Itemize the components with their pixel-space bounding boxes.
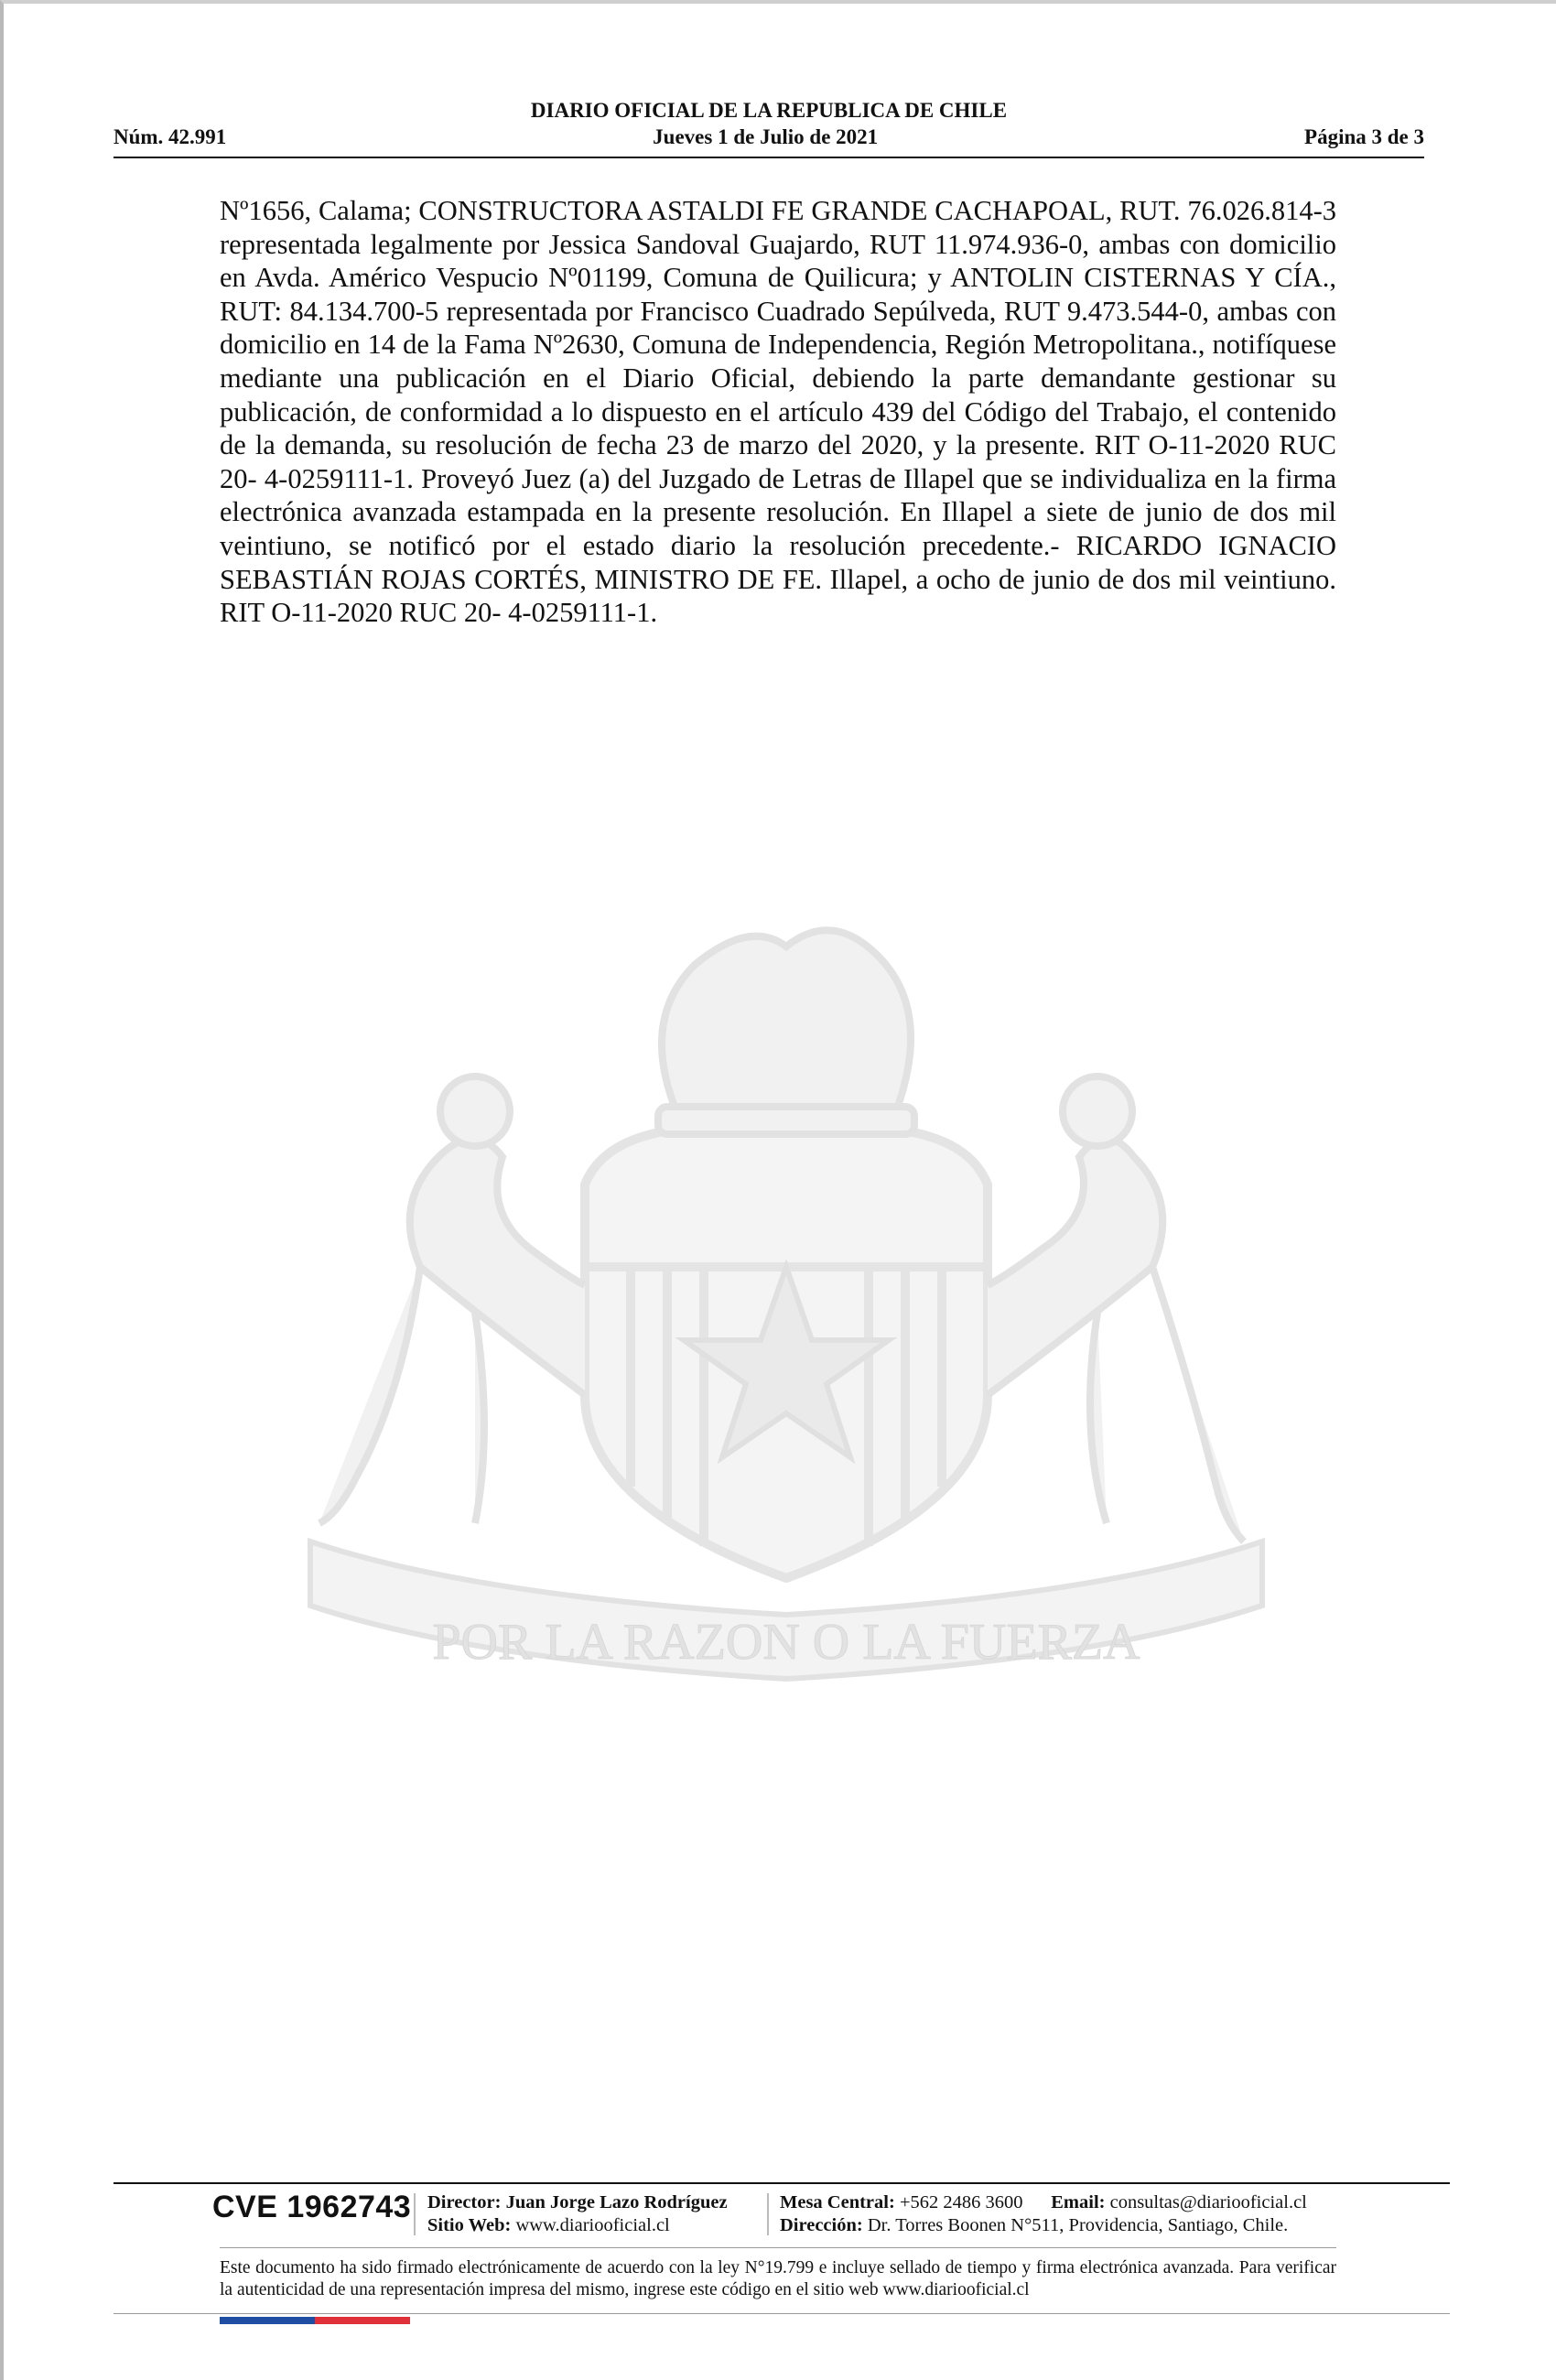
chile-coat-of-arms-icon bbox=[200, 882, 1363, 1715]
header-divider bbox=[113, 157, 1424, 158]
footer-director-block bbox=[427, 2191, 728, 2237]
signature-note: Este documento ha sido firmado electrónicamente de acuerdo con la ley N°19.799 e incluye sellado de tiempo y firma electrónica avanzada. Para verificar la autenticidad de una representación impresa del mismo, ingrese este código en el sitio web www.diariooficial.cl bbox=[220, 2258, 1336, 2299]
director-name: Juan Jorge Lazo Rodríguez bbox=[505, 2192, 728, 2212]
chile-flag-stripe bbox=[220, 2317, 410, 2324]
footer-contact-block bbox=[780, 2191, 1307, 2237]
cve-code: CVE 1962743 bbox=[212, 2190, 412, 2224]
bottom-divider bbox=[113, 2313, 1450, 2314]
address-text: Dr. Torres Boonen N°511, Providencia, Santiago, Chile. bbox=[867, 2215, 1289, 2235]
issue-date: Jueves 1 de Julio de 2021 bbox=[653, 125, 879, 148]
phone-number: +562 2486 3600 bbox=[899, 2192, 1023, 2212]
footer-separator bbox=[767, 2193, 769, 2235]
motto-text: POR LA RAZON O LA FUERZA bbox=[432, 1614, 1140, 1671]
publication-title: DIARIO OFICIAL DE LA REPUBLICA DE CHILE bbox=[530, 99, 1008, 122]
director-label: Director: bbox=[427, 2192, 502, 2212]
footer-separator bbox=[414, 2193, 416, 2235]
footer-thin-divider bbox=[220, 2247, 1336, 2248]
web-label: Sitio Web: bbox=[427, 2215, 512, 2235]
header-row bbox=[113, 125, 1424, 149]
issue-number: Núm. 42.991 bbox=[113, 125, 227, 148]
body-paragraph: Nº1656, Calama; CONSTRUCTORA ASTALDI FE GRANDE CACHAPOAL, RUT. 76.026.814-3 representada legalmente por Jessica Sandoval Guajardo, RUT 11.974.936-0, ambas con domicilio en Avda. Américo Vespucio Nº01199, Comuna de Quilicura; y ANTOLIN CISTERNAS Y CÍA., RUT: 84.134.700-5 representada por Francisco Cuadrado Sepúlveda, RUT 9.473.544-0, ambas con domicilio en 14 de la Fama Nº2630, Comuna de Independencia, Región Metropolitana., notifíquese mediante una publicación en el Diario Oficial, debiendo la parte demandante gestionar su publicación, de conformidad a lo dispuesto en el artículo 439 del Código del Trabajo, el contenido de la demanda, su resolución de fecha 23 de marzo del 2020, y la presente. RIT O-11-2020 RUC 20- 4-0259111-1. Proveyó Juez (a) del Juzgado de Letras de Illapel que se individualiza en la firma electrónica avanzada estampada en la presente resolución. En Illapel a siete de junio de dos mil veintiuno, se notificó por el estado diario la resolución precedente.- RICARDO IGNACIO SEBASTIÁN ROJAS CORTÉS, MINISTRO DE FE. Illapel, a ocho de junio de dos mil veintiuno. RIT O-11-2020 RUC 20- 4-0259111-1. bbox=[220, 195, 1336, 629]
page-number: Página 3 de 3 bbox=[1304, 125, 1424, 148]
flag-blue-segment bbox=[220, 2317, 315, 2324]
email-label: Email: bbox=[1051, 2192, 1106, 2212]
web-link[interactable]: www.diariooficial.cl bbox=[515, 2215, 670, 2235]
footer-divider bbox=[113, 2182, 1450, 2184]
address-label: Dirección: bbox=[780, 2215, 863, 2235]
email-link[interactable]: consultas@diariooficial.cl bbox=[1109, 2192, 1307, 2212]
flag-red-segment bbox=[315, 2317, 410, 2324]
phone-label: Mesa Central: bbox=[780, 2192, 895, 2212]
